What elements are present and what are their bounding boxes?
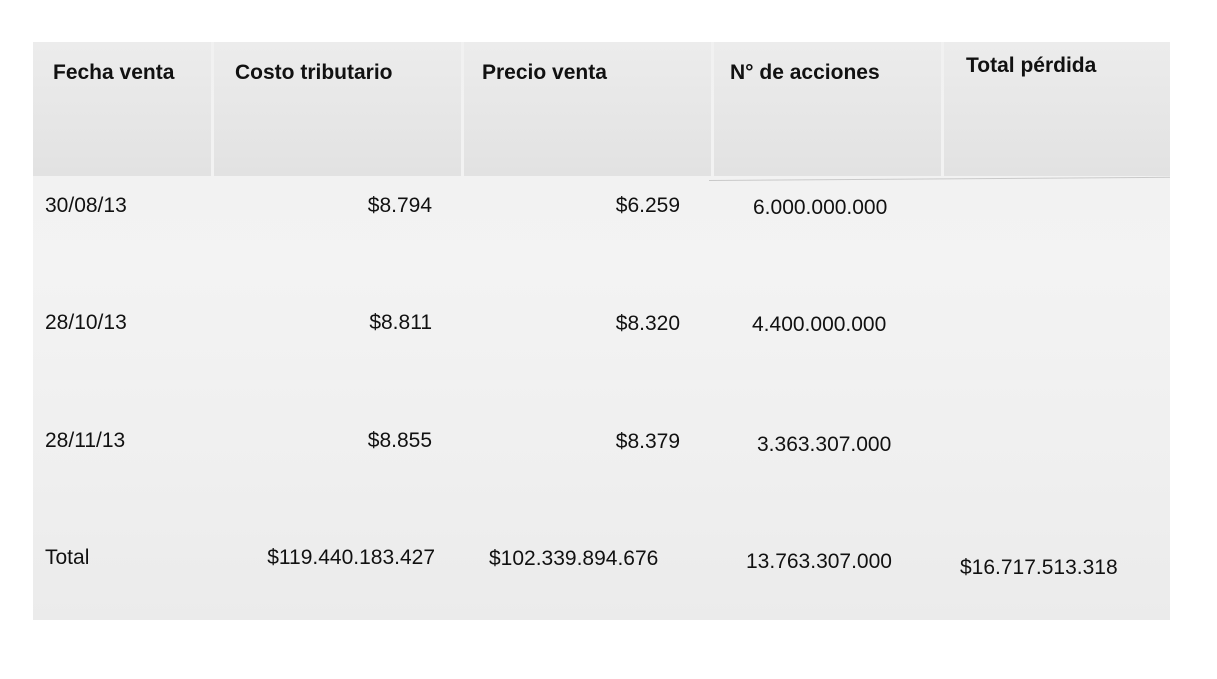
row1-acciones: 6.000.000.000: [753, 196, 888, 219]
row1-costo: $8.794: [367, 194, 432, 217]
row2-costo: $8.811: [369, 311, 432, 334]
header-total-perdida: Total pérdida: [944, 42, 1170, 176]
row3-fecha: 28/11/13: [45, 429, 126, 452]
header-precio-venta: Precio venta: [464, 42, 711, 176]
total-label: Total: [45, 546, 90, 569]
paper-crease: [709, 177, 1170, 181]
row2-fecha: 28/10/13: [45, 311, 127, 334]
total-costo: $119.440.183.427: [267, 546, 435, 569]
row3-acciones: 3.363.307.000: [757, 433, 892, 456]
row1-precio: $6.259: [615, 194, 680, 217]
header-numero-acciones: N° de acciones: [714, 42, 941, 176]
total-acciones: 13.763.307.000: [746, 550, 892, 573]
total-perdida: $16.717.513.318: [960, 556, 1118, 579]
row2-acciones: 4.400.000.000: [752, 313, 887, 336]
row1-fecha: 30/08/13: [45, 194, 127, 217]
row3-costo: $8.855: [367, 429, 432, 452]
header-fecha-venta: Fecha venta: [33, 42, 211, 176]
total-precio: $102.339.894.676: [489, 547, 659, 570]
row2-precio: $8.320: [615, 312, 680, 335]
header-costo-tributario: Costo tributario: [214, 42, 461, 176]
row3-precio: $8.379: [615, 430, 680, 453]
